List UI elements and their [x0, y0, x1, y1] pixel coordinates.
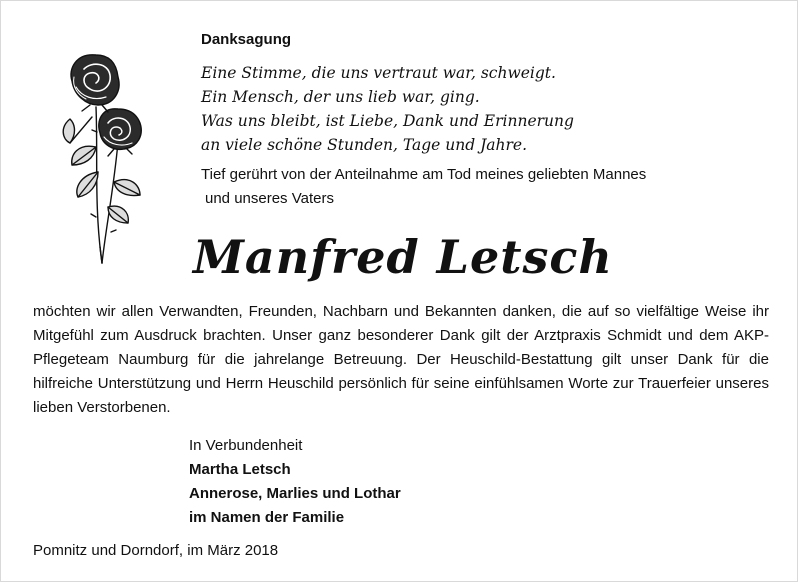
signatory: im Namen der Familie: [189, 509, 345, 526]
intro-line: und unseres Vaters: [205, 190, 334, 207]
poem-line: Eine Stimme, die uns vertraut war, schweigt.: [201, 64, 556, 82]
poem: [201, 61, 621, 157]
place-date: Pomnitz und Dorndorf, im März 2018: [33, 542, 279, 559]
signatory: Annerose, Marlies und Lothar: [189, 485, 401, 502]
poem-line: Ein Mensch, der uns lieb war, ging.: [201, 88, 480, 106]
deceased-name: Manfred Letsch: [193, 230, 613, 284]
intro-text: [201, 163, 701, 211]
signatory: Martha Letsch: [189, 461, 291, 478]
poem-line: Was uns bleibt, ist Liebe, Dank und Erinnerung: [201, 112, 574, 130]
poem-line: an viele schöne Stunden, Tage und Jahre.: [201, 136, 528, 154]
closing: [189, 434, 401, 530]
heading: Danksagung: [201, 31, 292, 48]
intro-line: Tief gerührt von der Anteilnahme am Tod meines geliebten Mannes: [201, 166, 647, 183]
body-text: möchten wir allen Verwandten, Freunden, Nachbarn und Bekannten danken, die auf so vielfältige Weise ihr Mitgefühl zum Ausdruck brachten. Unser ganz besonderer Dank gilt der Arztpraxis Schmidt und dem AKP-Pflegeteam Naumburg für die jahrelange Betreuung. Der Heuschild-Bestattung gilt unser Dank für die hilfreiche Unterstützung und Herrn Heuschild persönlich für seine einfühlsamen Worte zur Trauerfeier unseres lieben Verstorbenen.: [33, 303, 769, 416]
salutation: In Verbundenheit: [189, 437, 303, 454]
rose-icon: [56, 47, 156, 267]
